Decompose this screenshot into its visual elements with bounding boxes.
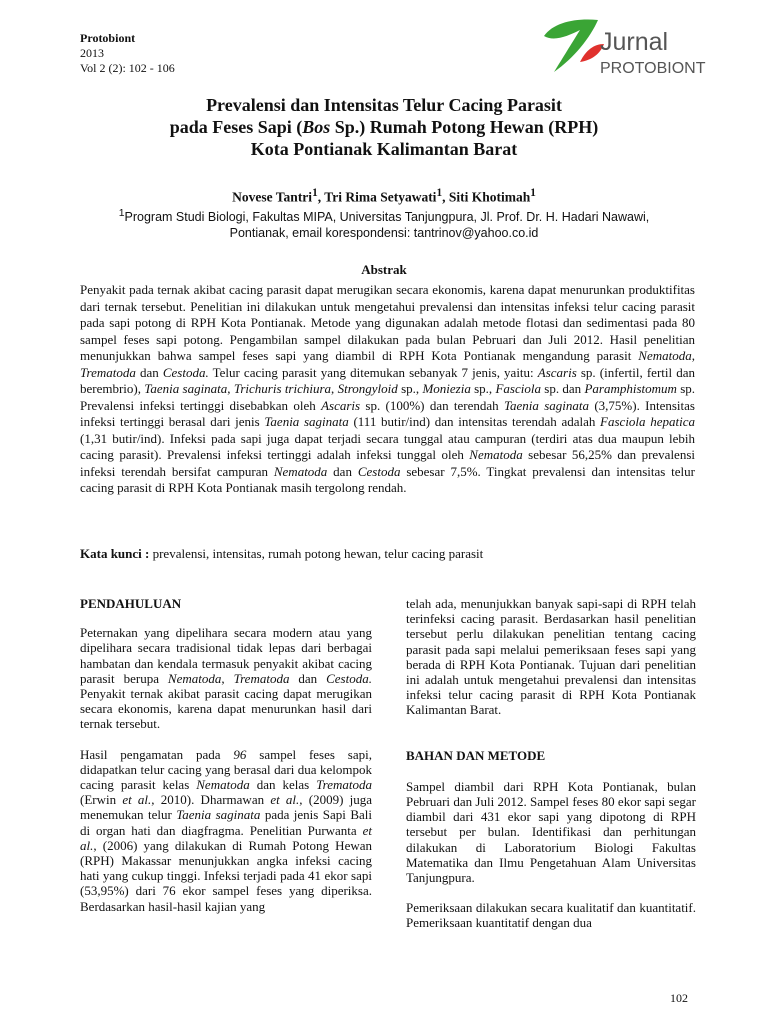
leaf-logo-icon [540,16,720,80]
journal-header [80,31,175,76]
paragraph-intro-1: Peternakan yang dipelihara secara modern atau yang dipelihara secara tradisional tidak lepas dari berbagai hambatan dan kendala termasuk penyakit akibat cacing parasit berupa Nematoda, Trematoda dan Cestoda. Penyakit ternak akibat parasit cacing dapat merugikan secara ekonomis, karena dapat menurunkan hasil dari ternak tersebut. [80,625,372,732]
author-list: Novese Tantri$^1$, Tri Rima Setyawati$^1$, Siti Khotimah$^1$ [232,187,536,205]
right-column [406,596,696,931]
title-line-3: Kota Pontianak Kalimantan Barat [250,139,518,159]
paragraph-intro-2: Hasil pengamatan pada 96 sampel feses sapi, didapatkan telur cacing yang berasal dari dua kelompok cacing parasit kelas Nematoda dan kelas Trematoda (Erwin et al., 2010). Dharmawan et al., (2009) juga menemukan telur Taenia saginata pada jenis Sapi Bali di organ hati dan diagfragma. Penelitian Purwanta et al., (2006) yang dilakukan di Rumah Potong Hewan (RPH) Makassar menunjukkan angka infeksi cacing hati yang cukup tinggi. Infeksi terjadi pada 41 ekor sapi (53,95%) dari 76 ekor sampel feses yang diperiksa. Berdasarkan hasil-hasil kajian yang [80,746,373,914]
journal-year: 2013 [80,46,104,60]
abstract-heading: Abstrak [361,262,407,277]
affiliation: $^1$Program Studi Biologi, Fakultas MIPA, Universitas Tanjungpura, Jl. Prof. Dr. H. Hadari Nawawi, Pontianak, email korespondensi: tantrinov@yahoo.co.id [118,208,650,241]
paragraph-method-1: Sampel diambil dari RPH Kota Pontianak, bulan Pebruari dan Juli 2012. Sampel feses 80 ekor sapi segar diambil dari 431 ekor sapi yang dipotong di RPH tersebut per bulan. Identifikasi dan perhitungan dilakukan di Laboratorium Biologi Fakultas Matematika dan Ilmu Pengetahuan Alam Universitas Tanjungpura. [406,778,696,886]
green-leaf-icon [544,20,598,72]
journal-name: Protobiont [80,31,136,45]
author-3: Siti Khotimah [448,189,531,205]
paragraph-method-2: Pemeriksaan dilakukan secara kualitatif dan kuantitatif. Pemeriksaan kuantitatif dengan dua [406,900,696,931]
abstract-body: Penyakit pada ternak akibat cacing parasit dapat merugikan secara ekonomis, karena dapat menurunkan produktifitas dari ternak tersebut. Penelitian ini dilakukan untuk mengetahui prevalensi dan intensitas infeksi telur cacing parasit pada sapi potong di RPH Kota Pontianak. Metode yang digunakan adalah metode flotasi dan sedimentasi pada 80 sampel feses sapi potong. Pengambilan sampel dilakukan pada bulan Pebruari dan Juli 2012. Hasil penelitian menunjukkan bahwa sampel feses sapi yang diambil di RPH Kota Pontianak mengandung parasit Nematoda, Trematoda dan Cestoda. Telur cacing parasit yang ditemukan sebanyak 7 jenis, yaitu: Ascaris sp. (infertil, fertil dan berembrio), Taenia saginata, Trichuris trichiura, Strongyloid sp., Moniezia sp., Fasciola sp. dan Paramphistomum sp. Prevalensi infeksi tertinggi disebabkan oleh Ascaris sp. (100%) dan terendah Taenia saginata (3,75%). Intensitas infeksi tertinggi berasal dari jenis Taenia saginata (111 butir/ind) dan intensitas terendah adalah Fasciola hepatica (1,31 butir/ind). Infeksi pada sapi juga dapat terjadi secara tunggal atau campuran (terdiri atas dua maupun lebih cacing parasit). Prevalensi infeksi tertinggi adalah infeksi tunggal oleh Nematoda sebesar 56,25% dan prevalensi infeksi terendah bersifat campuran Nematoda dan Cestoda sebesar 7,5%. Tingkat prevalensi dan intensitas telur cacing parasit di RPH Kota Pontianak masih tergolong rendah. [80,282,696,495]
left-column [80,596,372,914]
logo-word-jurnal: Jurnal [600,28,669,56]
author-1: Novese Tantri [232,189,313,205]
paragraph-intro-continued: telah ada, menunjukkan banyak sapi-sapi di RPH telah terinfeksi cacing parasit. Berdasarkan hasil penelitian tersebut perlu dilakukan penelitian tentang cacing parasit pada sapi melalui pemeriksaan feses sapi yang berada di RPH Kota Pontianak. Tujuan dari penelitian ini adalah untuk mengetahui prevalensi dan intensitas infeksi telur cacing parasit di RPH Kota Pontianak Kalimantan Barat. [406,596,696,718]
author-2: Tri Rima Setyawati [324,189,437,205]
logo-word-protobiont: PROTOBIONT [600,60,706,77]
title-line-2: pada Feses Sapi (Bos Sp.) Rumah Potong Hewan (RPH) [169,117,599,137]
keywords [80,546,695,562]
section-heading-bahan-dan-metode: BAHAN DAN METODE [406,747,546,763]
title-line-1: Prevalensi dan Intensitas Telur Cacing Parasit [206,95,562,115]
keywords-text: prevalensi, intensitas, rumah potong hewan, telur cacing parasit [149,546,484,561]
page-number: 102 [670,991,688,1005]
paper-title [80,94,688,160]
keywords-label: Kata kunci : [80,546,150,561]
section-heading-pendahuluan: PENDAHULUAN [80,596,182,611]
journal-volume: Vol 2 (2): 102 - 106 [80,61,175,75]
journal-logo [540,16,720,80]
